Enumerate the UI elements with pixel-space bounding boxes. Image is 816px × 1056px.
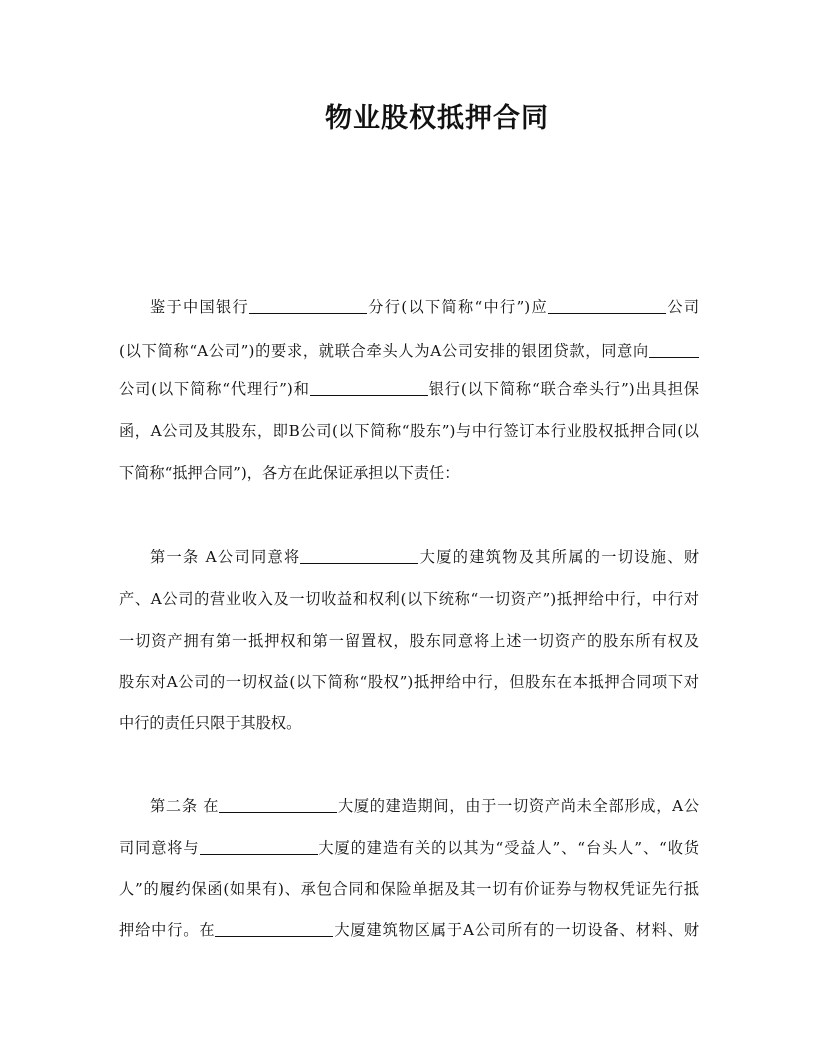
preamble-line-1	[150, 292, 699, 322]
blank-field-building-name	[300, 545, 418, 564]
text-span: 大厦的建造有关的以其为“受益人”、“台头人”、“收货	[317, 839, 700, 857]
blank-field-agent	[649, 339, 699, 358]
text-span: 中行的责任只限于其股权。	[119, 714, 302, 732]
text-span: 产、A公司的营业收入及一切收益和权利(以下统称“一切资产”)抵押给中行，中行对	[119, 590, 699, 608]
document-title: 物业股权抵押合同	[325, 103, 549, 134]
text-span: 函，A公司及其股东，即B公司(以下简称“股东”)与中行签订本行业股权抵押合同(以	[119, 422, 699, 440]
text-span: 一切资产拥有第一抵押权和第一留置权，股东同意将上述一切资产的股东所有权及	[119, 632, 699, 650]
preamble-line-4	[119, 416, 699, 446]
text-span: 银行(以下简称“联合牵头行”)出具担保	[427, 380, 699, 398]
blank-field-bank-branch	[249, 295, 367, 314]
blank-field-building-name	[215, 918, 333, 937]
article2-line-2	[119, 833, 699, 863]
text-span: 第一条 A公司同意将	[150, 548, 301, 566]
blank-field-building-name	[200, 836, 318, 855]
text-span: 人”的履约保函(如果有)、承包合同和保险单据及其一切有价证券与物权凭证先行抵	[119, 880, 699, 898]
text-span: 司同意将与	[119, 839, 200, 857]
text-span: (以下简称“A公司”)的要求，就联合牵头人为A公司安排的银团贷款，同意向	[119, 342, 649, 360]
preamble-line-2	[119, 336, 699, 366]
text-span: 公司(以下简称“代理行”)和	[119, 380, 310, 398]
text-span: 大厦的建造期间，由于一切资产尚未全部形成，A公	[337, 797, 700, 815]
blank-field-building-name	[219, 794, 337, 813]
text-span: 股东对A公司的一切权益(以下简称“股权”)抵押给中行，但股东在本抵押合同项下对	[119, 673, 699, 691]
article1-line-4	[119, 667, 699, 697]
article1-line-1	[150, 542, 699, 572]
article2-line-1	[150, 791, 699, 821]
text-span: 下简称“抵押合同”)，各方在此保证承担以下责任：	[119, 464, 460, 482]
text-span: 第二条 在	[150, 797, 220, 815]
preamble-line-3	[119, 374, 699, 404]
text-span: 公司	[666, 298, 700, 316]
article2-line-3	[119, 874, 699, 904]
text-span: 大厦建筑物区属于A公司所有的一切设备、材料、财	[333, 921, 700, 939]
text-span: 大厦的建筑物及其所属的一切设施、财	[418, 548, 700, 566]
text-span: 鉴于中国银行	[150, 298, 249, 316]
blank-field-company-name	[548, 295, 666, 314]
text-span: 分行(以下简称“中行”)应	[366, 298, 549, 316]
article1-line-5	[119, 708, 699, 738]
text-span: 押给中行。在	[119, 921, 216, 939]
blank-field-lead-bank	[310, 377, 428, 396]
article2-line-4	[119, 915, 699, 945]
article1-line-3	[119, 626, 699, 656]
preamble-line-5	[119, 458, 699, 488]
article1-line-2	[119, 584, 699, 614]
